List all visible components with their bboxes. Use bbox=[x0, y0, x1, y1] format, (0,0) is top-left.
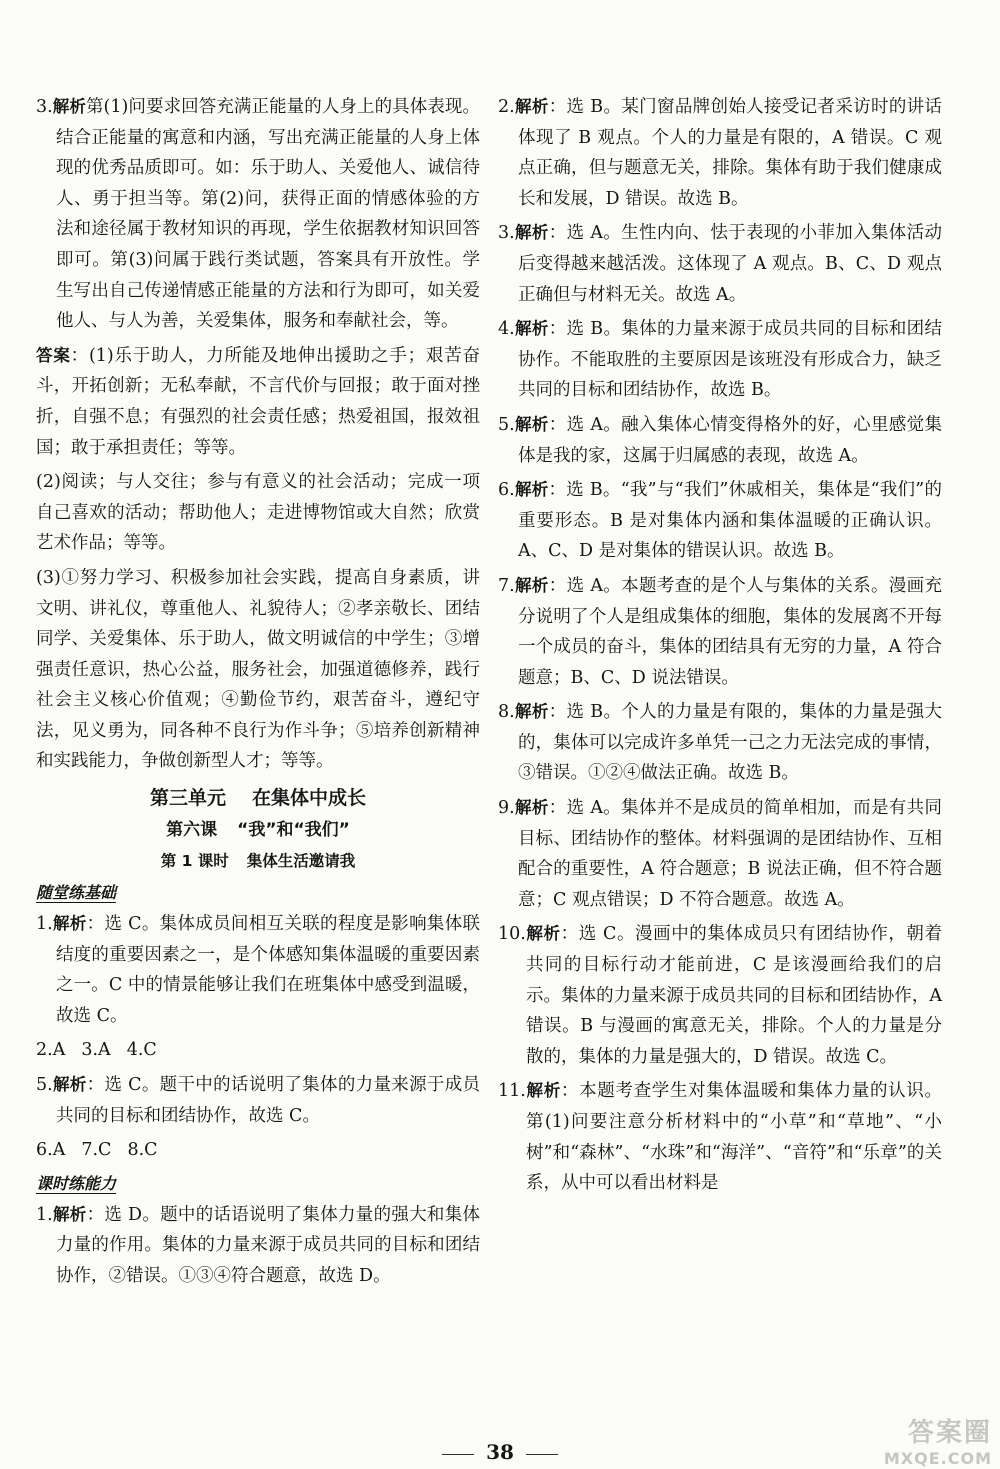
explanation-label: 解析 bbox=[514, 97, 549, 116]
explanation-label: 解析 bbox=[514, 702, 549, 722]
answer-item: 3.A bbox=[81, 1040, 111, 1061]
q-number: 11. bbox=[498, 1081, 526, 1102]
explanation-label: 解析 bbox=[514, 798, 549, 818]
watermark-url: MXQE.COM bbox=[883, 1449, 992, 1468]
r-q6 bbox=[498, 475, 942, 567]
site-watermark bbox=[824, 1412, 992, 1468]
q-number: 9. bbox=[498, 798, 515, 819]
q-number: 10. bbox=[498, 924, 526, 945]
s1-q1: 1.解析：选 C。集体成员间相互关联的程度是影响集体联结度的重要因素之一，是个体感知集体温暖的重要因素之一。C 中的情景能够让我们在班集体中感受到温暖，故选 C。 bbox=[36, 914, 481, 1026]
watermark-logo-text: 答案圈 bbox=[907, 1418, 992, 1448]
s1-answers-row-2 bbox=[36, 1035, 480, 1066]
explanation-label: 解析 bbox=[514, 575, 549, 595]
left-column bbox=[36, 92, 480, 1296]
q-number: 8. bbox=[498, 702, 515, 723]
answer-item: 6.A bbox=[36, 1140, 66, 1161]
r-q11 bbox=[498, 1076, 942, 1198]
s2-q1: 1.解析：选 D。题中的话语说明了集体力量的强大和集体力量的作用。集体的力量来源于成员共同的目标和团结协作，②错误。①③④符合题意，故选 D。 bbox=[36, 1204, 481, 1286]
explanation-label: 解析 bbox=[525, 924, 561, 944]
s2-q1-text: ：选 D。题中的话语说明了集体力量的强大和集体力量的作用。集体的力量来源于成员共同的目标和团结协作，②错误。①③④符合题意，故选 D。 bbox=[56, 1204, 481, 1286]
period-number: 第 1 课时 bbox=[160, 852, 229, 871]
section-basic-practice: 随堂练基础 bbox=[36, 883, 117, 903]
explanation-label: 解析 bbox=[52, 1204, 87, 1224]
explanation-label: 解析 bbox=[514, 414, 549, 434]
lesson-heading bbox=[36, 815, 480, 845]
answer-item: 8.C bbox=[127, 1140, 158, 1161]
left-q3-explanation: 3.解析第(1)问要求回答充满正能量的人身上的具体表现。结合正能量的寓意和内涵，写出充满正能量的人身上体现的优秀品质即可。如：乐于助人、关爱他人、诚信待人、勇于担当等。第(2)问，获得正面的情感体验的方法和途径属于教材知识的再现，学生依据教材知识回答即可。第(3)问属于践行类试题，答案具有开放性。学生写出自己传递情感正能量的方法和行为即可，如关爱他人、与人为善，关爱集体，服务和奉献社会，等。 bbox=[36, 97, 480, 332]
q-text: ：选 A。集体并不是成员的简单相加，而是有共同目标、团结协作的整体。材料强调的是团结协作、互相配合的重要性，A 符合题意；B 说法正确，但不符合题意；C 观点错误；D 不符合题意。故选 A。 bbox=[518, 798, 942, 910]
s1-q1-text: ：选 C。集体成员间相互关联的程度是影响集体联结度的重要因素之一，是个体感知集体温暖的重要因素之一。C 中的情景能够让我们在班集体中感受到温暖，故选 C。 bbox=[56, 914, 481, 1026]
lesson-title: “我”和“我们” bbox=[237, 820, 350, 841]
answer-item: 7.C bbox=[81, 1140, 112, 1161]
q-text: ：本题考查学生对集体温暖和集体力量的认识。第(1)问要注意分析材料中的“小草”和“草地”、“小树”和“森林”、“水珠”和“海洋”、“音符”和“乐章”的关系，从中可以看出材料是 bbox=[526, 1081, 943, 1194]
explanation-label: 解析 bbox=[52, 914, 87, 934]
period-title: 集体生活邀请我 bbox=[246, 852, 356, 871]
answer-2: (2)阅读；与人交往；参与有意义的社会活动；完成一项自己喜欢的活动；帮助他人；走进博物馆或大自然；欣赏艺术作品；等等。 bbox=[36, 472, 480, 554]
q-text: ：选 A。融入集体心情变得格外的好，心里感觉集体是我的家，这属于归属感的表现，故选 A。 bbox=[518, 414, 942, 466]
answer-item: 2.A bbox=[36, 1040, 66, 1061]
unit-title: 在集体中成长 bbox=[252, 787, 367, 810]
explanation-label: 解析 bbox=[514, 480, 549, 500]
q-text: ：选 B。“我”与“我们”休戚相关，集体是“我们”的重要形态。B 是对集体内涵和集体温暖的正确认识。A、C、D 是对集体的错误认识。故选 B。 bbox=[518, 480, 943, 562]
explanation-label: 解析 bbox=[525, 1081, 561, 1101]
period-heading bbox=[36, 845, 480, 877]
r-q3 bbox=[498, 218, 942, 310]
q-text: ：选 A。生性内向、怯于表现的小菲加入集体活动后变得越来越活泼。这体现了 A 观点。B、C、D 观点正确但与材料无关。故选 A。 bbox=[518, 223, 942, 305]
r-q4 bbox=[498, 314, 942, 406]
unit-number: 第三单元 bbox=[149, 787, 226, 810]
explanation-label: 解析 bbox=[514, 319, 549, 339]
s1-answers-row-6 bbox=[36, 1135, 480, 1166]
r-q9 bbox=[498, 793, 942, 915]
r-q7 bbox=[498, 571, 942, 693]
q-text: ：选 B。集体的力量来源于成员共同的目标和团结协作。不能取胜的主要原因是该班没有形成合力，缺乏共同的目标和团结协作，故选 B。 bbox=[518, 319, 943, 401]
q-number: 4. bbox=[498, 319, 515, 340]
r-q2 bbox=[498, 92, 942, 214]
answer-1-text: ：(1)乐于助人，力所能及地伸出援助之手；艰苦奋斗，开拓创新；无私奉献，不言代价与回报；敢于面对挫折，自强不息；有强烈的社会责任感；热爱祖国，报效祖国；敢于承担责任；等等。 bbox=[36, 345, 481, 458]
q-text: ：选 B。某门窗品牌创始人接受记者采访时的讲话体现了 B 观点。个人的力量是有限的，A 错误。C 观点正确，但与题意无关，排除。集体有助于我们健康成长和发展，D 错误。故选 B。 bbox=[518, 97, 943, 209]
q-number: 2. bbox=[498, 97, 515, 117]
r-q5 bbox=[498, 410, 942, 471]
q3-text: 第(1)问要求回答充满正能量的人身上的具体表现。结合正能量的寓意和内涵，写出充满正能量的人身上体现的优秀品质即可。如：乐于助人、关爱他人、诚信待人、勇于担当等。第(2)问，获得正面的情感体验的方法和途径属于教材知识的再现，学生依据教材知识回答即可。第(3)问属于践行类试题，答案具有开放性。学生写出自己传递情感正能量的方法和行为即可，如关爱他人、与人为善，关爱集体，服务和奉献社会，等。 bbox=[56, 97, 480, 332]
unit-heading bbox=[36, 781, 480, 815]
explanation-label: 解析 bbox=[52, 1075, 87, 1095]
lesson-number: 第六课 bbox=[166, 820, 218, 841]
explanation-label: 解析 bbox=[514, 223, 549, 243]
section-ability-practice: 课时练能力 bbox=[36, 1173, 117, 1193]
right-column bbox=[498, 92, 942, 1203]
q-number: 6. bbox=[498, 480, 515, 501]
answer-3: (3)①努力学习、积极参加社会实践，提高自身素质，讲文明、讲礼仪，尊重他人、礼貌待人；②孝亲敬长、团结同学、关爱集体、乐于助人，做文明诚信的中学生；③增强责任意识，热心公益，服务社会，加强道德修养，践行社会主义核心价值观；④勤俭节约，艰苦奋斗，遵纪守法，见义勇为，同各种不良行为作斗争；⑤培养创新精神和实践能力，争做创新型人才；等等。 bbox=[36, 567, 480, 772]
q-text: ：选 C。漫画中的集体成员只有团结协作，朝着共同的目标行动才能前进，C 是该漫画给我们的启示。集体的力量来源于成员共同的目标和团结协作，A 错误。B 与漫画的寓意无关，排除。个人的力量是分散的，集体的力量是强大的，D 错误。故选 C。 bbox=[526, 924, 943, 1067]
s1-q5-text: ：选 C。题干中的话说明了集体的力量来源于成员共同的目标和团结协作，故选 C。 bbox=[56, 1075, 481, 1126]
explanation-label: 解析 bbox=[52, 97, 86, 116]
footer-dash-left bbox=[442, 1454, 474, 1455]
r-q10 bbox=[498, 919, 942, 1072]
q-number: 5. bbox=[498, 414, 515, 435]
answer-label: 答案 bbox=[36, 345, 71, 365]
q-number: 7. bbox=[498, 575, 515, 596]
answer-1 bbox=[36, 341, 480, 463]
s1-q5: 5.解析：选 C。题干中的话说明了集体的力量来源于成员共同的目标和团结协作，故选 C。 bbox=[36, 1075, 481, 1126]
r-q8 bbox=[498, 697, 942, 789]
q-number: 3. bbox=[498, 223, 515, 244]
page-number: 38 bbox=[486, 1440, 514, 1464]
answer-item: 4.C bbox=[126, 1040, 157, 1061]
q-text: ：选 A。本题考查的是个人与集体的关系。漫画充分说明了个人是组成集体的细胞，集体的发展离不开每一个成员的奋斗，集体的团结具有无穷的力量，A 符合题意；B、C、D 说法错误。 bbox=[518, 575, 942, 688]
q-text: ：选 B。个人的力量是有限的，集体的力量是强大的，集体可以完成许多单凭一己之力无法完成的事情，③错误。①②④做法正确。故选 B。 bbox=[518, 702, 943, 784]
footer-dash-right bbox=[526, 1454, 558, 1455]
